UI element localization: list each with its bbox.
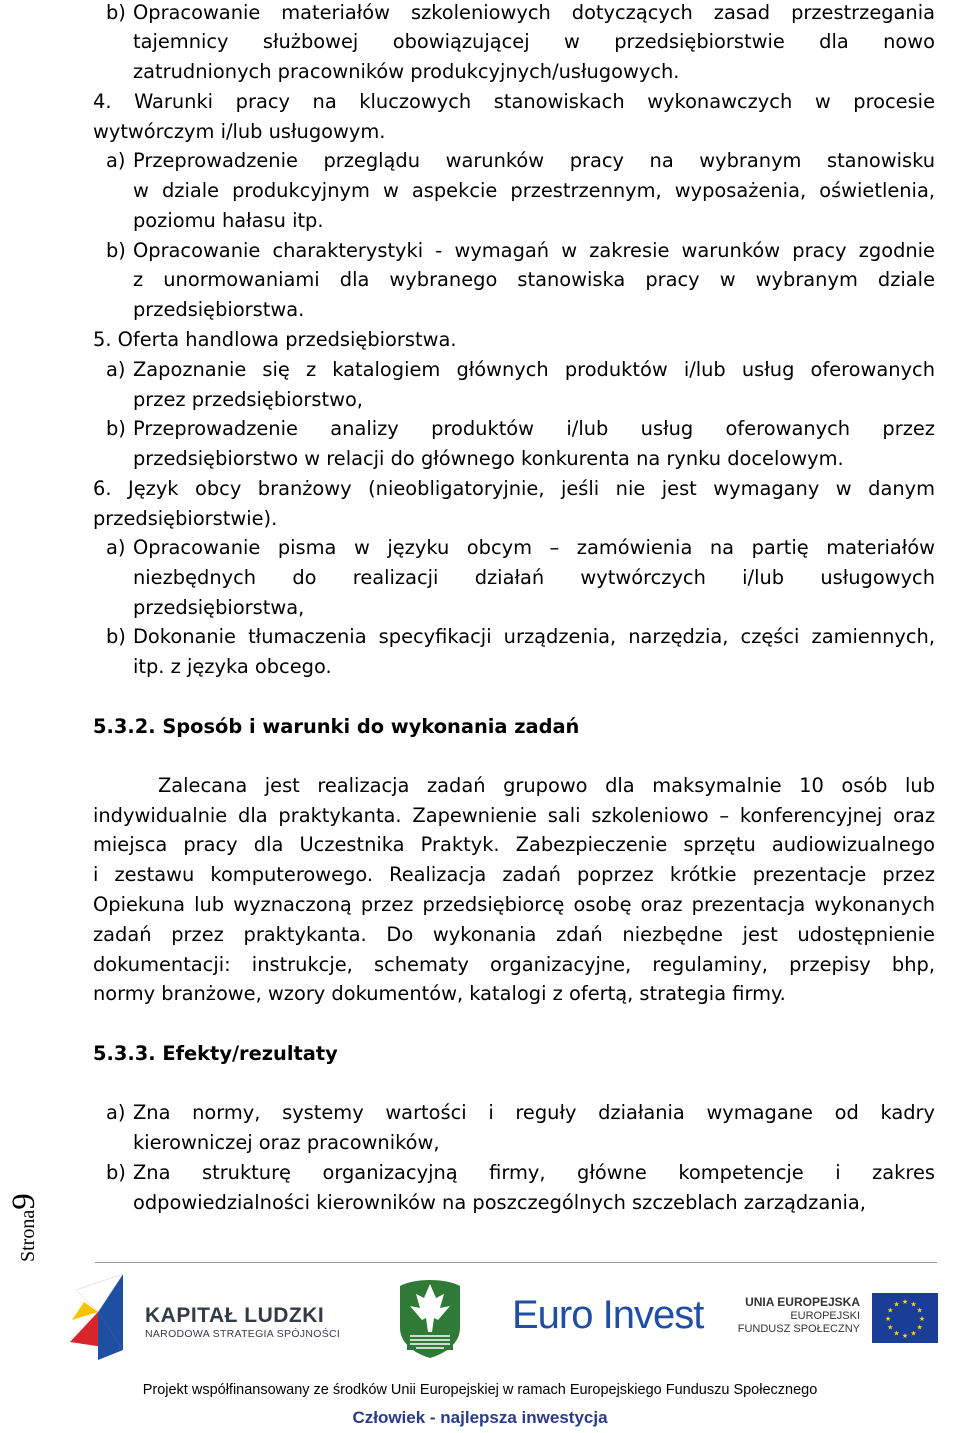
- svg-text:★: ★: [893, 1300, 900, 1309]
- list-label: b): [106, 625, 126, 648]
- text-line: przedsiębiorstwie).: [93, 507, 278, 530]
- svg-text:★: ★: [918, 1315, 926, 1323]
- euro-invest-logo: Euro Invest: [512, 1293, 704, 1337]
- text-line: tajemnicy służbowej obowiązującej w przedsiębiorstwie dla nowo: [133, 30, 935, 53]
- svg-text:★: ★: [910, 1300, 917, 1309]
- section-heading-5: 5. Oferta handlowa przedsiębiorstwa.: [93, 328, 457, 351]
- project-footer-text: Projekt współfinansowany ze środków Unii Europejskiej w ramach Europejskiego Funduszu Społecznego: [142, 1382, 818, 1398]
- text-line: odpowiedzialności kierowników na poszczególnych szczeblach zarządzania,: [133, 1191, 866, 1214]
- text-line: Dokonanie tłumaczenia specyfikacji urządzenia, narzędzia, części zamiennych,: [133, 625, 935, 648]
- page-number: [6, 1193, 43, 1262]
- text-line: przedsiębiorstwo w relacji do głównego konkurenta na rynku docelowym.: [133, 447, 844, 470]
- kapital-ludzki-subtitle: NARODOWA STRATEGIA SPÓJNOŚCI: [145, 1328, 341, 1340]
- page-number-label: Strona: [17, 1209, 39, 1262]
- eu-line-3: FUNDUSZ SPOŁECZNY: [737, 1323, 860, 1335]
- text-line: Zna strukturę organizacyjną firmy, główne kompetencje i zakres: [133, 1161, 935, 1184]
- subsection-heading: 5.3.3. Efekty/rezultaty: [93, 1042, 338, 1065]
- section-heading-4: 4. Warunki pracy na kluczowych stanowiskach wykonawczych w procesie: [93, 90, 935, 113]
- paragraph-line: normy branżowe, wzory dokumentów, katalogi z ofertą, strategia firmy.: [93, 982, 786, 1005]
- text-line: Przeprowadzenie analizy produktów i/lub usług oferowanych przez: [133, 417, 935, 440]
- list-label: a): [106, 149, 126, 172]
- svg-text:★: ★: [901, 1298, 909, 1306]
- eu-text: [718, 1295, 860, 1336]
- text-line: poziomu hałasu itp.: [133, 209, 324, 232]
- text-line: Opracowanie charakterystyki - wymagań w zakresie warunków pracy zgodnie: [133, 239, 935, 262]
- svg-text:★: ★: [916, 1306, 923, 1315]
- footer-divider: [95, 1262, 937, 1263]
- text-line: przez przedsiębiorstwo,: [133, 388, 363, 411]
- paragraph-line: Zalecana jest realizacja zadań grupowo dla maksymalnie 10 osób lub: [158, 774, 935, 797]
- text-line: przedsiębiorstwa,: [133, 596, 305, 619]
- section-heading-6: 6. Język obcy branżowy (nieobligatoryjnie, jeśli nie jest wymagany w danym: [93, 477, 935, 500]
- paragraph-line: Opiekuna lub wyznaczoną przez przedsiębiorcę osobę oraz prezentacja wykonanych: [93, 893, 935, 916]
- kapital-ludzki-logo-icon: [68, 1272, 144, 1362]
- page-number-value: 9: [6, 1193, 42, 1210]
- kapital-ludzki-title: KAPITAŁ LUDZKI: [145, 1304, 325, 1327]
- paragraph-line: dokumentacji: instrukcje, schematy organizacyjne, regulaminy, przepisy bhp,: [93, 953, 935, 976]
- svg-text:★: ★: [901, 1332, 909, 1340]
- list-label: b): [106, 239, 126, 262]
- paragraph-line: miejsca pracy dla Uczestnika Praktyk. Zabezpieczenie sprzętu audiowizualnego: [93, 833, 935, 856]
- text-line: Zna normy, systemy wartości i reguły działania wymagane od kadry: [133, 1101, 935, 1124]
- list-label: b): [106, 417, 126, 440]
- paragraph-line: indywidualnie dla praktykanta. Zapewnienie sali szkoleniowo – konferencyjnej oraz: [93, 804, 935, 827]
- eu-line-1: UNIA EUROPEJSKA: [745, 1295, 860, 1309]
- list-label: b): [106, 1161, 126, 1184]
- svg-text:★: ★: [916, 1323, 923, 1332]
- kapital-ludzki-logo: [145, 1305, 340, 1341]
- text-line: z unormowaniami dla wybranego stanowiska pracy w wybranym dziale: [133, 268, 935, 291]
- list-label: a): [106, 1101, 126, 1124]
- paragraph-line: zadań przez praktykanta. Do wykonania zdań niezbędne jest udostępnienie: [93, 923, 935, 946]
- text-line: kierowniczej oraz pracowników,: [133, 1131, 440, 1154]
- subsection-heading: 5.3.2. Sposób i warunki do wykonania zadań: [93, 715, 580, 738]
- svg-text:★: ★: [893, 1329, 900, 1338]
- text-line: Opracowanie pisma w języku obcym – zamówienia na partię materiałów: [133, 536, 935, 559]
- eu-flag-icon: [872, 1293, 938, 1343]
- text-line: w dziale produkcyjnym w aspekcie przestrzennym, wyposażenia, oświetlenia,: [133, 179, 935, 202]
- svg-text:★: ★: [887, 1323, 894, 1332]
- list-label: a): [106, 536, 126, 559]
- text-line: wytwórczym i/lub usługowym.: [93, 120, 386, 143]
- text-line: niezbędnych do realizacji działań wytwórczych i/lub usługowych: [133, 566, 935, 589]
- svg-text:★: ★: [887, 1306, 894, 1315]
- laos-logo-icon: [394, 1272, 466, 1360]
- svg-text:★: ★: [910, 1329, 917, 1338]
- text-line: Opracowanie materiałów szkoleniowych dotyczących zasad przestrzegania: [133, 1, 935, 24]
- svg-text:★: ★: [884, 1315, 892, 1323]
- slogan: Człowiek - najlepsza inwestycja: [352, 1408, 608, 1427]
- text-line: itp. z języka obcego.: [133, 655, 332, 678]
- eu-line-2: EUROPEJSKI: [790, 1310, 860, 1322]
- text-line: Przeprowadzenie przeglądu warunków pracy na wybranym stanowisku: [133, 149, 935, 172]
- text-line: zatrudnionych pracowników produkcyjnych/usługowych.: [133, 60, 680, 83]
- list-label: b): [106, 1, 126, 24]
- list-label: a): [106, 358, 126, 381]
- paragraph-line: i zestawu komputerowego. Realizacja zadań poprzez krótkie prezentacje przez: [93, 863, 935, 886]
- text-line: Zapoznanie się z katalogiem głównych produktów i/lub usług oferowanych: [133, 358, 935, 381]
- text-line: przedsiębiorstwa.: [133, 298, 305, 321]
